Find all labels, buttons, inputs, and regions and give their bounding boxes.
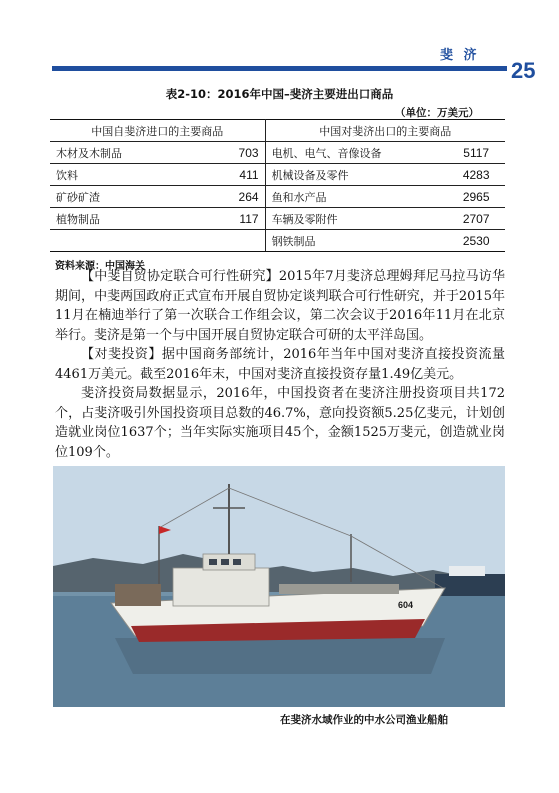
import-value — [202, 230, 265, 252]
trade-table — [50, 119, 505, 252]
import-item — [50, 230, 202, 252]
export-value: 2707 — [447, 208, 505, 230]
table-row — [50, 230, 505, 252]
paragraph-investment-bureau: 斐济投资局数据显示，2016年，中国投资者在斐济注册投资项目共172个，占斐济吸引外国投资项目总数的46.7%，意向投资额5.25亿斐元，计划创造就业岗位1637个；当年实际实施项目45个，金额1525万斐元，创造就业岗位109个。 — [55, 386, 505, 460]
table-row — [50, 208, 505, 230]
import-value: 703 — [202, 142, 265, 164]
import-value: 411 — [202, 164, 265, 186]
import-item: 木材及木制品 — [50, 142, 202, 164]
export-item: 鱼和水产品 — [265, 186, 447, 208]
import-value: 117 — [202, 208, 265, 230]
header-rule — [52, 66, 507, 71]
import-item: 矿砂矿渣 — [50, 186, 202, 208]
import-item: 饮料 — [50, 164, 202, 186]
paragraph-investment: 【对斐投资】据中国商务部统计，2016年当年中国对斐济直接投资流量4461万美元。截至2016年末，中国对斐济直接投资存量1.49亿美元。 — [55, 347, 505, 382]
export-item: 车辆及零附件 — [265, 208, 447, 230]
table-row — [50, 186, 505, 208]
table-row — [50, 164, 505, 186]
table-row — [50, 142, 505, 164]
table-title: 表2-10：2016年中国–斐济主要进出口商品 — [165, 87, 394, 101]
table-header-row — [50, 120, 505, 142]
page-number: 25 — [511, 58, 536, 83]
export-header: 中国对斐济出口的主要商品 — [265, 120, 505, 142]
export-value: 4283 — [447, 164, 505, 186]
hull-marking: 604 — [398, 600, 414, 610]
export-value: 5117 — [447, 142, 505, 164]
import-header: 中国自斐济进口的主要商品 — [50, 120, 265, 142]
body-text — [55, 267, 505, 462]
export-item: 机械设备及零件 — [265, 164, 447, 186]
running-header-section: 斐 济 — [440, 48, 480, 63]
import-value: 264 — [202, 186, 265, 208]
table-unit: （单位：万美元） — [395, 107, 479, 119]
import-item: 植物制品 — [50, 208, 202, 230]
export-item: 电机、电气、音像设备 — [265, 142, 447, 164]
export-value: 2965 — [447, 186, 505, 208]
table-source: 资料来源：中国海关 — [55, 261, 145, 272]
fishing-vessel-photo — [53, 466, 505, 707]
photo-caption: 在斐济水域作业的中水公司渔业船舶 — [280, 714, 448, 726]
export-item: 钢铁制品 — [265, 230, 447, 252]
vessel-illustration — [53, 466, 505, 707]
paragraph-fta-study: 【中斐自贸协定联合可行性研究】2015年7月斐济总理姆拜尼马拉马访华期间，中斐两国政府正式宣布开展自贸协定谈判联合可行性研究，并于2015年11月在楠迪举行了第一次联合工作组会议，第二次会议于2016年11月在北京举行。斐济是第一个与中国开展自贸协定联合可研的太平洋岛国。 — [55, 269, 505, 343]
export-value: 2530 — [447, 230, 505, 252]
